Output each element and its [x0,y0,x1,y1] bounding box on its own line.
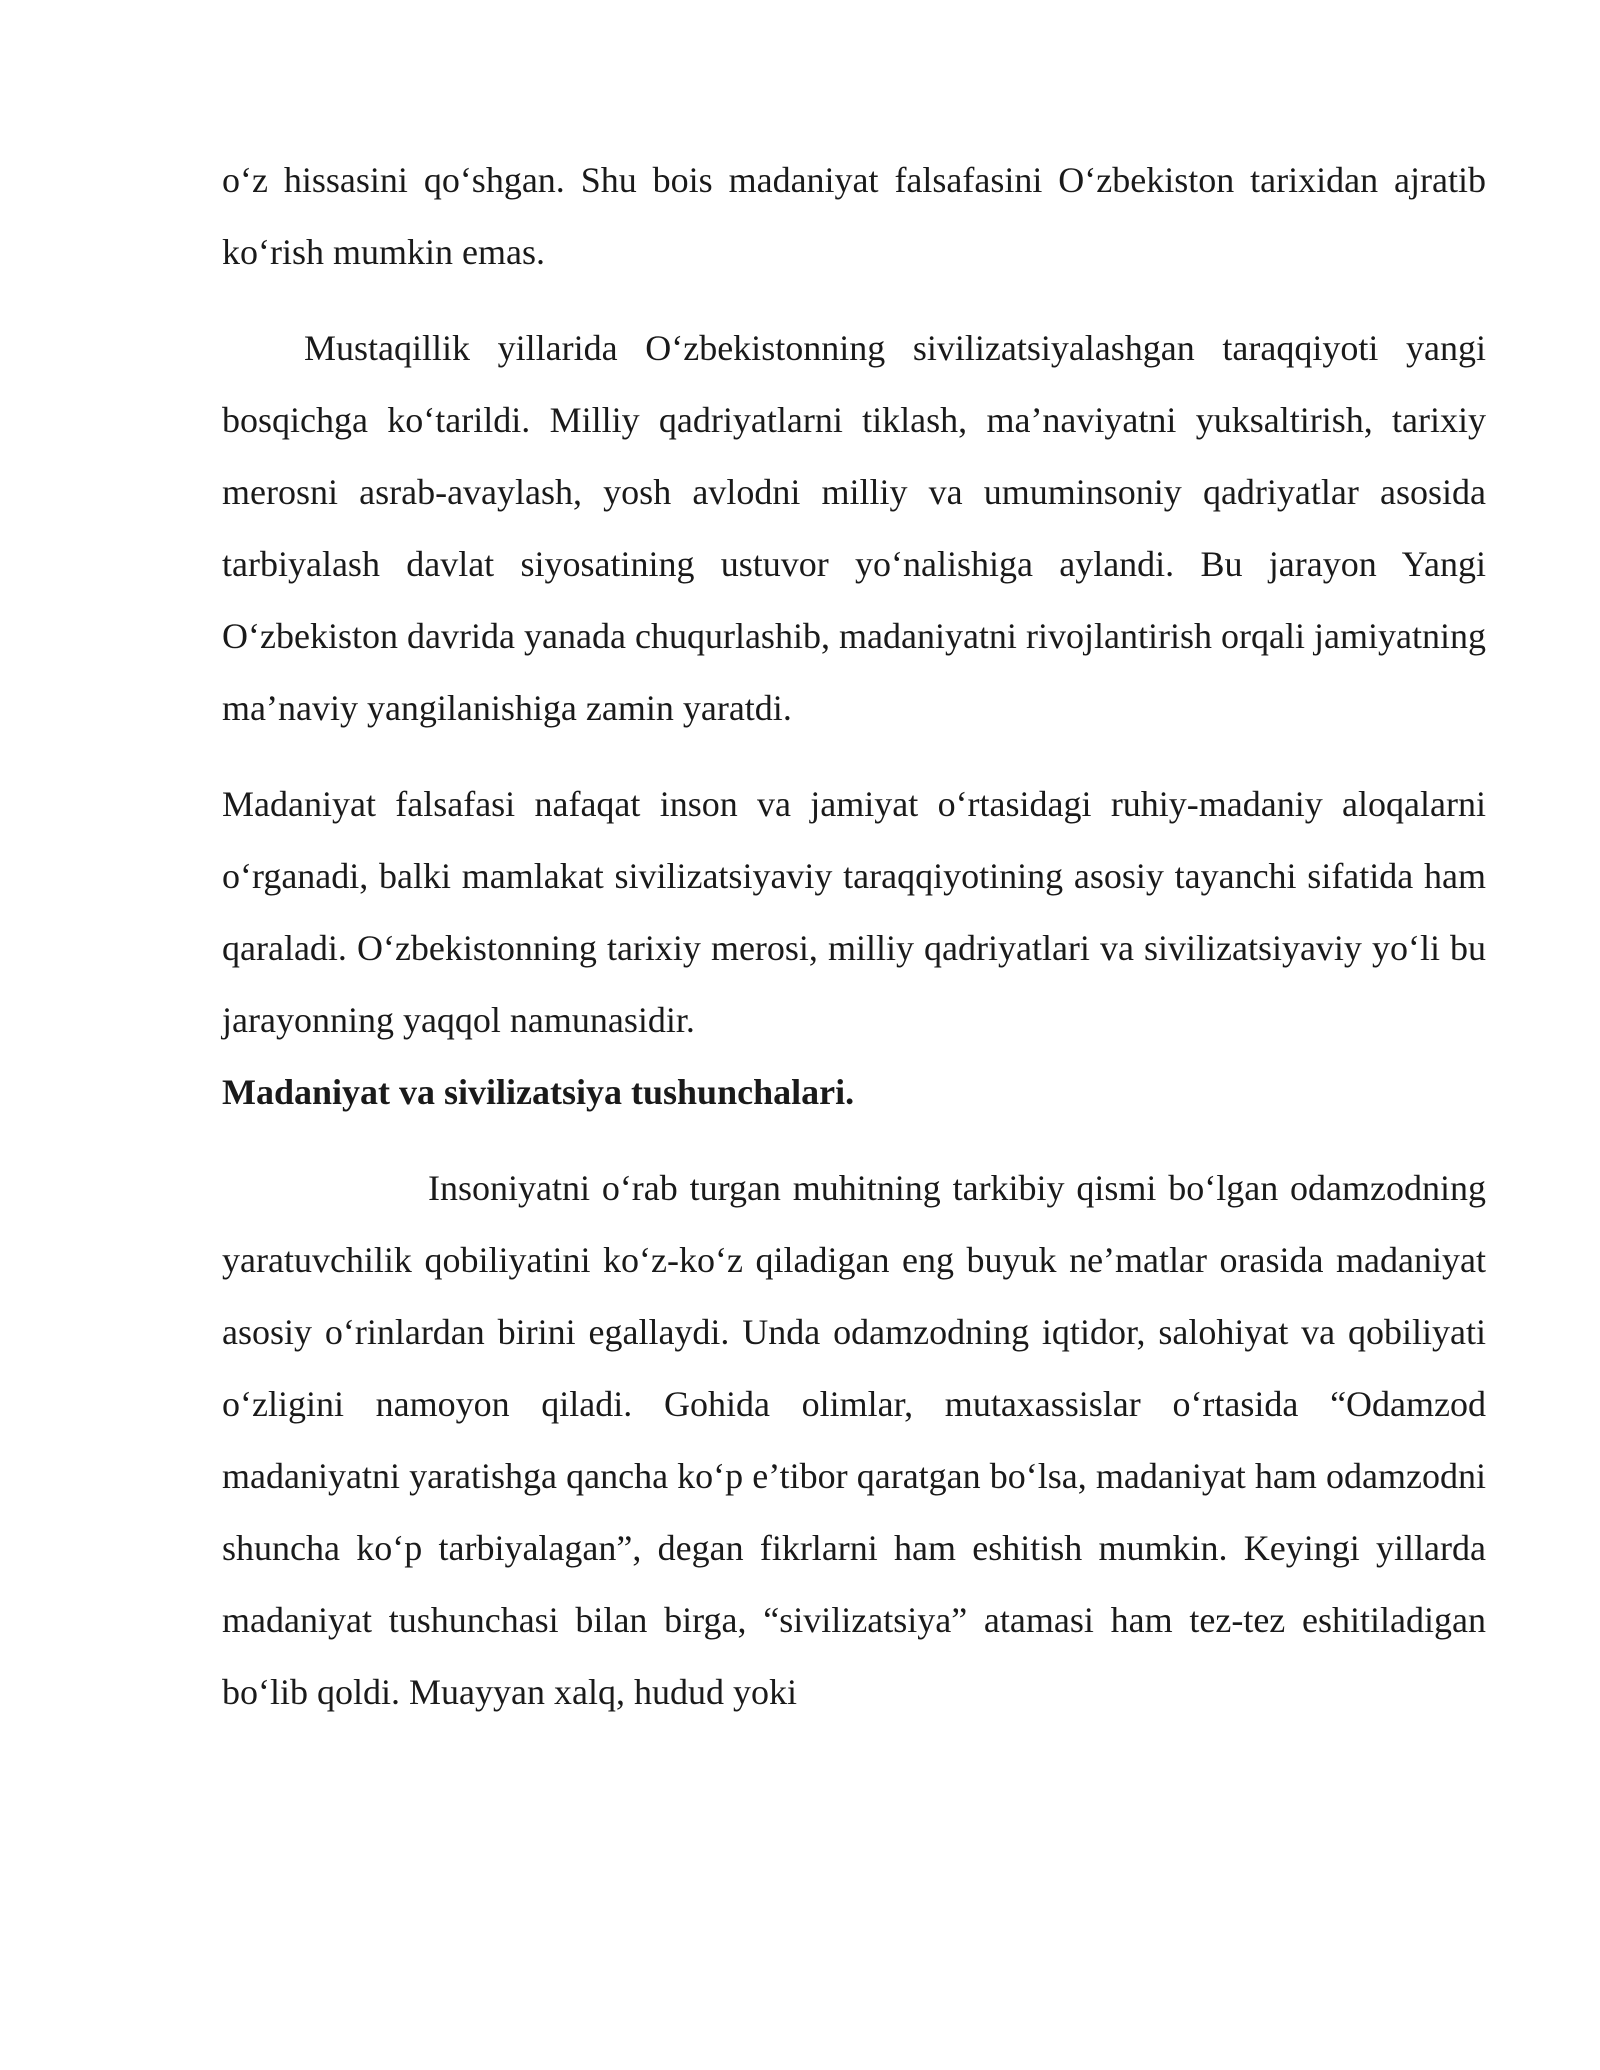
section-heading: Madaniyat va sivilizatsiya tushunchalari. [222,1072,855,1112]
paragraph-4: Insoniyatni o‘rab turgan muhitning tarkibiy qismi bo‘lgan odamzodning yaratuvchilik qobiliyatini ko‘z-ko‘z qiladigan eng buyuk ne’matlar orasida madaniyat asosiy o‘rinlardan birini egallaydi. Unda odamzodning iqtidor, salohiyat va qobiliyati o‘zligini namoyon qiladi. Gohida olimlar, mutaxassislar o‘rtasida “Odamzod madaniyatni yaratishga qancha ko‘p e’tibor qaratgan bo‘lsa, madaniyat ham odamzodni shuncha ko‘p tarbiyalagan”, degan fikrlarni ham eshitish mumkin. Keyingi yillarda madaniyat tushunchasi bilan birga, “sivilizatsiya” atamasi ham tez-tez eshitiladigan bo‘lib qoldi. Muayyan xalq, hudud yoki [222,1168,1486,1712]
paragraph-3-block [222,768,1486,1128]
paragraph-2: Mustaqillik yillarida O‘zbekistonning sivilizatsiyalashgan taraqqiyoti yangi bosqichga ko‘tarildi. Milliy qadriyatlarni tiklash, ma’naviyatni yuksaltirish, tarixiy merosni asrab-avaylash, yosh avlodni milliy va umuminsoniy qadriyatlar asosida tarbiyalash davlat siyosatining ustuvor yo‘nalishiga aylandi. Bu jarayon Yangi O‘zbekiston davrida yanada chuqurlashib, madaniyatni rivojlantirish orqali jamiyatning ma’naviy yangilanishiga zamin yaratdi. [222,328,1486,728]
paragraph-1: o‘z hissasini qo‘shgan. Shu bois madaniyat falsafasini O‘zbekiston tarixidan ajratib ko‘rish mumkin emas. [222,160,1486,272]
document-body [222,144,1486,1752]
paragraph-3: Madaniyat falsafasi nafaqat inson va jamiyat o‘rtasidagi ruhiy-madaniy aloqalarni o‘rganadi, balki mamlakat sivilizatsiyaviy taraqqiyotining asosiy tayanchi sifatida ham qaraladi. O‘zbekistonning tarixiy merosi, milliy qadriyatlari va sivilizatsiyaviy yo‘li bu jarayonning yaqqol namunasidir. [222,784,1486,1040]
